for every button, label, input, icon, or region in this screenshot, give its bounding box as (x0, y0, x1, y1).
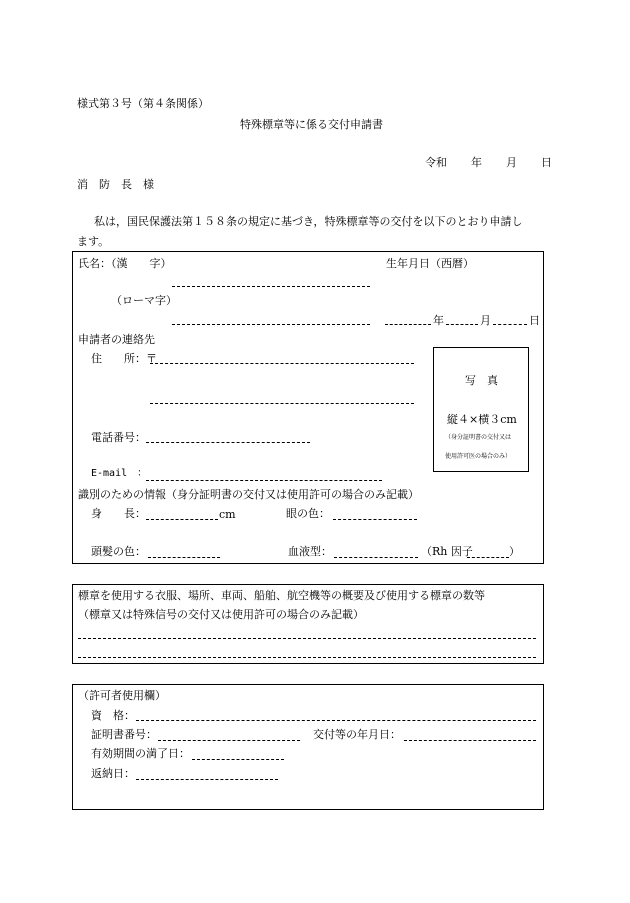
usage-label-2: （標章又は特殊信号の交付又は使用許可の場合のみ記載） (78, 608, 364, 621)
hair-color-field[interactable] (148, 557, 220, 558)
height-unit: cm (219, 508, 236, 521)
form-title: 特殊標章等に係る交付申請書 (240, 118, 383, 131)
eye-color-field[interactable] (333, 519, 417, 520)
blood-type-field[interactable] (334, 557, 418, 558)
issue-date-label: 交付等の年月日： (313, 728, 401, 741)
cert-number-field[interactable] (158, 740, 300, 741)
authority-title: （許可者使用欄） (78, 689, 166, 702)
form-code: 様式第３号（第４条関係） (77, 97, 209, 110)
usage-field-2[interactable] (78, 657, 536, 658)
photo-size: 縦４×横３cm (447, 413, 517, 426)
return-date-field[interactable] (136, 779, 278, 780)
name-label: 氏名：（漢 字） (78, 257, 172, 270)
email-field[interactable] (146, 480, 382, 481)
photo-note-2: 使用許可医の場合のみ） (445, 453, 512, 460)
blood-type-label: 血液型： (288, 545, 332, 558)
eye-color-label: 眼の色： (286, 507, 330, 520)
qualification-label: 資 格： (91, 709, 135, 722)
addressee: 消 防 長 様 (77, 178, 154, 191)
birth-month-label: 月 (480, 314, 491, 327)
roman-label: （ローマ字） (111, 294, 177, 307)
usage-label-1: 標章を使用する衣服、場所、車両、船舶、航空機等の概要及び使用する標章の数等 (78, 589, 485, 602)
birth-month-field[interactable] (446, 324, 478, 325)
date-month-label: 月 (506, 156, 517, 169)
contact-label: 申請者の連絡先 (78, 333, 155, 346)
birth-year-label: 年 (433, 314, 444, 327)
birth-year-field[interactable] (385, 324, 431, 325)
height-field[interactable] (146, 519, 218, 520)
phone-label: 電話番号： (91, 431, 146, 444)
qualification-field[interactable] (136, 720, 536, 721)
hair-color-label: 頭髪の色： (91, 545, 146, 558)
birth-day-label: 日 (529, 314, 540, 327)
name-kanji-field[interactable] (172, 286, 370, 287)
date-year-label: 年 (471, 156, 482, 169)
name-roman-field[interactable] (172, 324, 370, 325)
date-era: 令和 (425, 156, 447, 169)
cert-number-label: 証明書番号： (91, 728, 157, 741)
intro-line-2: ます。 (77, 235, 110, 248)
expiry-date-field[interactable] (192, 759, 284, 760)
usage-field-1[interactable] (78, 638, 536, 639)
address-label: 住 所：〒 (91, 352, 157, 365)
photo-title: 写 真 (465, 374, 498, 387)
birth-day-field[interactable] (493, 324, 527, 325)
issue-date-field[interactable] (404, 740, 536, 741)
intro-line-1: 私は，国民保護法第１５８条の規定に基づき，特殊標章等の交付を以下のとおり申請し (94, 215, 523, 228)
height-label: 身 長： (91, 507, 146, 520)
return-date-label: 返納日： (91, 767, 135, 780)
rh-close: ） (509, 545, 520, 558)
expiry-date-label: 有効期間の満了日： (91, 747, 190, 760)
birth-label: 生年月日（西暦） (386, 257, 474, 270)
date-day-label: 日 (541, 156, 552, 169)
phone-field[interactable] (146, 442, 310, 443)
photo-note-1: （身分証明書の交付又は (445, 434, 512, 441)
rh-field[interactable] (467, 557, 509, 558)
address-field-2[interactable] (150, 403, 414, 404)
id-info-label: 識別のための情報（身分証明書の交付又は使用許可の場合のみ記載） (78, 488, 419, 501)
email-label: E-mail ： (91, 468, 148, 479)
rh-label: （Rh 因子 (421, 545, 473, 558)
address-field-1[interactable] (150, 363, 414, 364)
